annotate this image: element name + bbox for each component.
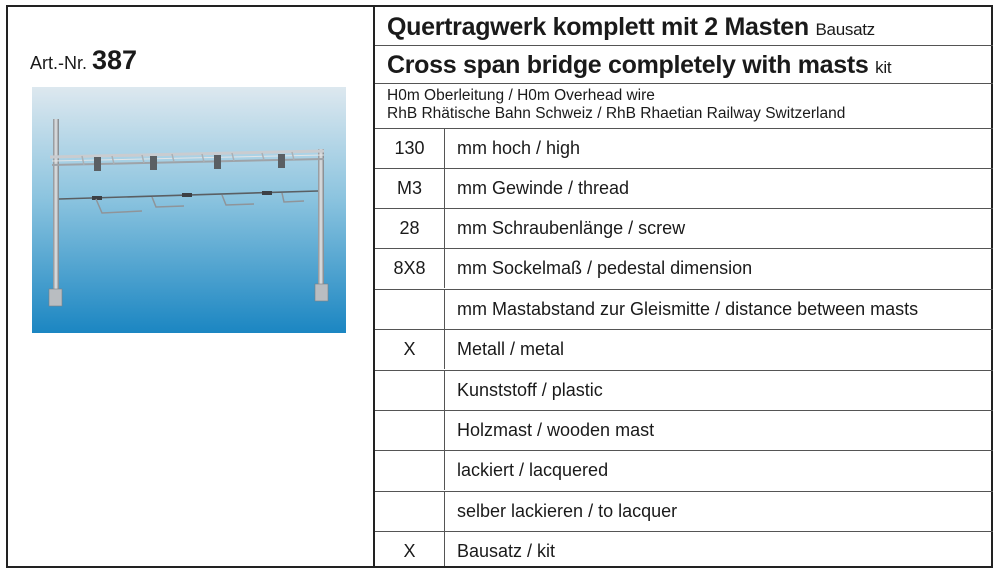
spec-row — [375, 370, 993, 410]
spec-label: selber lackieren / to lacquer — [457, 501, 678, 521]
spec-row — [375, 208, 993, 248]
spec-row — [375, 329, 993, 369]
product-sheet — [6, 5, 993, 568]
photo-background — [32, 87, 346, 333]
left-panel — [8, 7, 375, 566]
spec-value: X — [375, 532, 445, 566]
spec-row — [375, 410, 993, 450]
spec-value — [375, 492, 445, 531]
right-panel — [375, 7, 993, 566]
title-english — [375, 45, 993, 84]
spec-value — [375, 371, 445, 410]
spec-value: 28 — [375, 209, 445, 248]
spec-value: 130 — [375, 129, 445, 168]
spec-label: mm hoch / high — [457, 138, 581, 158]
spec-label: lackiert / lacquered — [457, 460, 609, 480]
article-number-value: 387 — [92, 45, 138, 75]
spec-label: mm Schraubenlänge / screw — [457, 218, 686, 238]
product-photo — [32, 87, 346, 333]
spec-label: Holzmast / wooden mast — [457, 420, 655, 440]
spec-label: Bausatz / kit — [457, 541, 556, 561]
title-english-main: Cross span bridge completely with masts — [387, 51, 869, 79]
spec-value — [375, 290, 445, 329]
spec-row — [375, 491, 993, 531]
spec-label: Metall / metal — [457, 339, 565, 359]
title-german-main: Quertragwerk komplett mit 2 Masten — [387, 13, 809, 41]
article-prefix: Art.-Nr. — [30, 53, 87, 73]
spec-value: M3 — [375, 169, 445, 208]
title-german — [375, 7, 993, 46]
subtitle-line-1: H0m Oberleitung / H0m Overhead wire — [387, 87, 655, 104]
spec-row — [375, 289, 993, 329]
article-number — [30, 45, 137, 76]
spec-row — [375, 531, 993, 566]
spec-value — [375, 411, 445, 450]
spec-label: Kunststoff / plastic — [457, 380, 603, 400]
spec-value — [375, 451, 445, 490]
spec-label: mm Gewinde / thread — [457, 178, 630, 198]
subtitle-line-2: RhB Rhätische Bahn Schweiz / RhB Rhaetian Railway Switzerland — [387, 105, 846, 122]
title-english-suffix: kit — [875, 58, 892, 77]
subtitle — [387, 87, 845, 123]
title-german-suffix: Bausatz — [815, 20, 875, 39]
spec-row — [375, 450, 993, 490]
spec-value: X — [375, 330, 445, 369]
spec-value: 8X8 — [375, 249, 445, 288]
spec-row — [375, 168, 993, 208]
spec-label: mm Sockelmaß / pedestal dimension — [457, 258, 753, 278]
spec-row — [375, 248, 993, 288]
spec-label: mm Mastabstand zur Gleismitte / distance between masts — [457, 299, 919, 319]
spec-row — [375, 128, 993, 168]
